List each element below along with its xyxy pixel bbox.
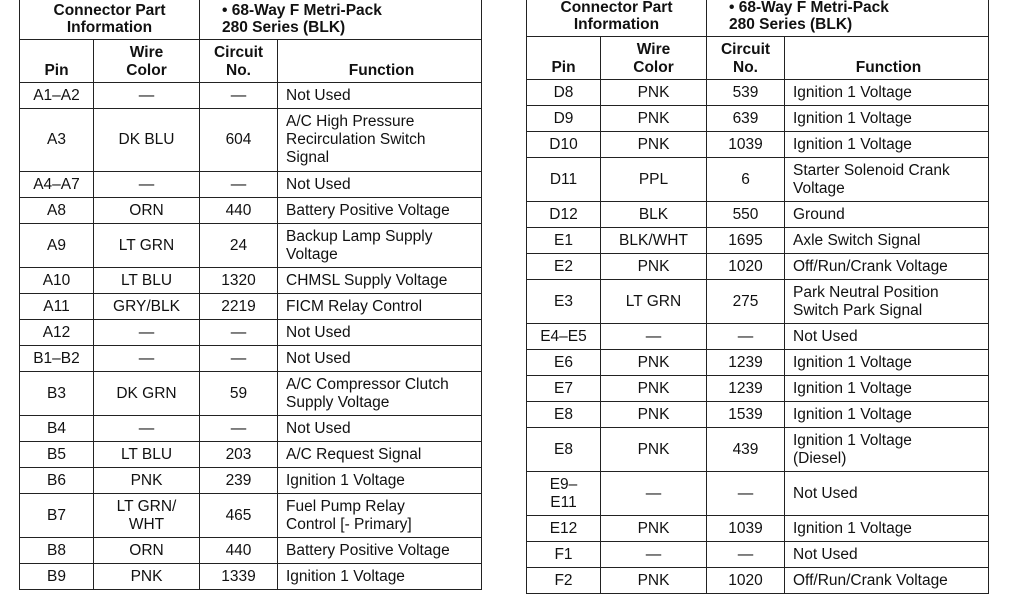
function-cell: Not Used (278, 172, 482, 198)
left-wire-color-column-header: Wire Color (94, 40, 200, 83)
pin-cell: D10 (527, 132, 601, 158)
pin-cell: B9 (20, 564, 94, 590)
function-cell: Ignition 1 Voltage (785, 132, 989, 158)
pin-cell: A11 (20, 294, 94, 320)
table-row (20, 564, 482, 590)
function-cell: A/C Compressor Clutch Supply Voltage (278, 372, 482, 416)
right-table-body (527, 80, 989, 594)
table-row (20, 538, 482, 564)
right-connector-header-row (527, 0, 989, 37)
table-row (527, 568, 989, 594)
function-cell: Ignition 1 Voltage (785, 80, 989, 106)
function-cell: Ignition 1 Voltage (278, 564, 482, 590)
table-row (527, 132, 989, 158)
function-cell: Ignition 1 Voltage (785, 350, 989, 376)
pin-cell: A9 (20, 224, 94, 268)
wire-color-cell: — (94, 83, 200, 109)
wire-color-cell: PNK (601, 350, 707, 376)
circuit-cell: 1539 (707, 402, 785, 428)
circuit-cell: 6 (707, 158, 785, 202)
right-pinout-table (526, 0, 989, 594)
circuit-cell: 1239 (707, 350, 785, 376)
circuit-cell: 239 (200, 468, 278, 494)
wire-color-cell: PNK (601, 80, 707, 106)
circuit-cell: 1020 (707, 568, 785, 594)
table-row (527, 80, 989, 106)
wire-color-cell: PNK (601, 516, 707, 542)
wire-color-cell: — (94, 346, 200, 372)
wire-color-cell: PNK (601, 106, 707, 132)
wire-color-cell: PNK (94, 564, 200, 590)
table-row (20, 83, 482, 109)
function-cell: Not Used (785, 542, 989, 568)
pin-cell: E12 (527, 516, 601, 542)
circuit-cell: 275 (707, 280, 785, 324)
left-column-header-row (20, 40, 482, 83)
table-row (20, 346, 482, 372)
pin-cell: E4–E5 (527, 324, 601, 350)
table-row (527, 472, 989, 516)
function-cell: Not Used (278, 83, 482, 109)
right-connector-info-header: Connector Part Information (527, 0, 707, 37)
left-pin-column-header: Pin (20, 40, 94, 83)
wire-color-cell: PNK (601, 428, 707, 472)
table-row (527, 202, 989, 228)
left-function-column-header: Function (278, 40, 482, 83)
pin-cell: A10 (20, 268, 94, 294)
circuit-cell: — (200, 346, 278, 372)
circuit-cell: — (200, 416, 278, 442)
table-row (20, 198, 482, 224)
right-column-header-row (527, 37, 989, 80)
function-cell: Off/Run/Crank Voltage (785, 254, 989, 280)
left-pinout-table (19, 0, 482, 590)
table-row (20, 320, 482, 346)
circuit-cell: 440 (200, 198, 278, 224)
pin-cell: B3 (20, 372, 94, 416)
function-cell: Not Used (278, 346, 482, 372)
left-table-body (20, 83, 482, 590)
wire-color-cell: PNK (601, 568, 707, 594)
function-cell: Ignition 1 Voltage (785, 516, 989, 542)
table-row (527, 106, 989, 132)
function-cell: Axle Switch Signal (785, 228, 989, 254)
table-row (527, 376, 989, 402)
wire-color-cell: GRY/BLK (94, 294, 200, 320)
circuit-cell: 2219 (200, 294, 278, 320)
circuit-cell: 1039 (707, 516, 785, 542)
wire-color-cell: LT BLU (94, 442, 200, 468)
table-row (527, 254, 989, 280)
pin-cell: E6 (527, 350, 601, 376)
wire-color-cell: LT GRN (601, 280, 707, 324)
circuit-cell: 539 (707, 80, 785, 106)
function-cell: Off/Run/Crank Voltage (785, 568, 989, 594)
circuit-cell: 1039 (707, 132, 785, 158)
pin-cell: B1–B2 (20, 346, 94, 372)
pin-cell: E8 (527, 428, 601, 472)
function-cell: Ignition 1 Voltage (785, 106, 989, 132)
left-circuit-column-header: Circuit No. (200, 40, 278, 83)
wire-color-cell: — (601, 324, 707, 350)
right-function-column-header: Function (785, 37, 989, 80)
function-cell: Ignition 1 Voltage (278, 468, 482, 494)
pin-cell: E1 (527, 228, 601, 254)
wire-color-cell: — (601, 542, 707, 568)
wire-color-cell: — (94, 172, 200, 198)
table-row (527, 402, 989, 428)
wire-color-cell: DK GRN (94, 372, 200, 416)
table-row (527, 280, 989, 324)
circuit-cell: 1020 (707, 254, 785, 280)
table-row (527, 158, 989, 202)
function-cell: Battery Positive Voltage (278, 538, 482, 564)
pin-cell: D11 (527, 158, 601, 202)
pin-cell: A3 (20, 109, 94, 172)
circuit-cell: 604 (200, 109, 278, 172)
table-row (20, 109, 482, 172)
pin-cell: B8 (20, 538, 94, 564)
right-pin-column-header: Pin (527, 37, 601, 80)
table-row (20, 372, 482, 416)
table-row (20, 468, 482, 494)
wire-color-cell: LT BLU (94, 268, 200, 294)
right-connector-type-header: • 68-Way F Metri-Pack 280 Series (BLK) (707, 0, 989, 37)
circuit-cell: — (707, 542, 785, 568)
circuit-cell: — (707, 324, 785, 350)
pin-cell: A12 (20, 320, 94, 346)
circuit-cell: 439 (707, 428, 785, 472)
wire-color-cell: — (601, 472, 707, 516)
circuit-cell: 59 (200, 372, 278, 416)
wire-color-cell: PNK (601, 376, 707, 402)
pin-cell: A4–A7 (20, 172, 94, 198)
pin-cell: B4 (20, 416, 94, 442)
circuit-cell: 465 (200, 494, 278, 538)
wire-color-cell: LT GRN (94, 224, 200, 268)
function-cell: A/C High Pressure Recirculation Switch Signal (278, 109, 482, 172)
table-row (20, 172, 482, 198)
pin-cell: D9 (527, 106, 601, 132)
circuit-cell: 203 (200, 442, 278, 468)
left-connector-header-row (20, 0, 482, 40)
circuit-cell: — (200, 83, 278, 109)
function-cell: Park Neutral Position Switch Park Signal (785, 280, 989, 324)
wire-color-cell: PNK (601, 402, 707, 428)
pin-cell: F1 (527, 542, 601, 568)
right-circuit-column-header: Circuit No. (707, 37, 785, 80)
function-cell: Ignition 1 Voltage (785, 376, 989, 402)
wire-color-cell: ORN (94, 198, 200, 224)
pin-cell: A1–A2 (20, 83, 94, 109)
pin-cell: D12 (527, 202, 601, 228)
table-row (527, 228, 989, 254)
circuit-cell: 1239 (707, 376, 785, 402)
pin-cell: D8 (527, 80, 601, 106)
left-connector-info-header: Connector Part Information (20, 0, 200, 40)
wire-color-cell: BLK/WHT (601, 228, 707, 254)
pin-cell: A8 (20, 198, 94, 224)
circuit-cell: 1320 (200, 268, 278, 294)
table-row (20, 442, 482, 468)
pin-cell: E2 (527, 254, 601, 280)
pin-cell: E9– E11 (527, 472, 601, 516)
function-cell: Ignition 1 Voltage (Diesel) (785, 428, 989, 472)
wire-color-cell: PNK (601, 132, 707, 158)
table-row (527, 324, 989, 350)
circuit-cell: — (200, 320, 278, 346)
wire-color-cell: DK BLU (94, 109, 200, 172)
table-row (527, 428, 989, 472)
circuit-cell: — (200, 172, 278, 198)
wire-color-cell: ORN (94, 538, 200, 564)
wire-color-cell: — (94, 416, 200, 442)
function-cell: CHMSL Supply Voltage (278, 268, 482, 294)
function-cell: Backup Lamp Supply Voltage (278, 224, 482, 268)
wire-color-cell: BLK (601, 202, 707, 228)
table-row (20, 416, 482, 442)
pin-cell: E8 (527, 402, 601, 428)
function-cell: FICM Relay Control (278, 294, 482, 320)
pin-cell: F2 (527, 568, 601, 594)
function-cell: Not Used (785, 324, 989, 350)
function-cell: Not Used (278, 320, 482, 346)
right-wire-color-column-header: Wire Color (601, 37, 707, 80)
table-row (527, 516, 989, 542)
wire-color-cell: — (94, 320, 200, 346)
function-cell: Not Used (278, 416, 482, 442)
function-cell: Ground (785, 202, 989, 228)
wire-color-cell: PNK (601, 254, 707, 280)
pin-cell: B5 (20, 442, 94, 468)
pin-cell: E3 (527, 280, 601, 324)
circuit-cell: — (707, 472, 785, 516)
wire-color-cell: PNK (94, 468, 200, 494)
function-cell: Not Used (785, 472, 989, 516)
function-cell: Starter Solenoid Crank Voltage (785, 158, 989, 202)
table-row (527, 350, 989, 376)
table-row (20, 224, 482, 268)
pin-cell: B7 (20, 494, 94, 538)
circuit-cell: 550 (707, 202, 785, 228)
circuit-cell: 1695 (707, 228, 785, 254)
circuit-cell: 440 (200, 538, 278, 564)
function-cell: A/C Request Signal (278, 442, 482, 468)
circuit-cell: 639 (707, 106, 785, 132)
table-row (20, 294, 482, 320)
circuit-cell: 1339 (200, 564, 278, 590)
function-cell: Fuel Pump Relay Control [- Primary] (278, 494, 482, 538)
left-connector-type-header: • 68-Way F Metri-Pack 280 Series (BLK) (200, 0, 482, 40)
table-row (20, 494, 482, 538)
function-cell: Battery Positive Voltage (278, 198, 482, 224)
wire-color-cell: PPL (601, 158, 707, 202)
table-row (527, 542, 989, 568)
pin-cell: B6 (20, 468, 94, 494)
pin-cell: E7 (527, 376, 601, 402)
circuit-cell: 24 (200, 224, 278, 268)
wire-color-cell: LT GRN/ WHT (94, 494, 200, 538)
table-row (20, 268, 482, 294)
function-cell: Ignition 1 Voltage (785, 402, 989, 428)
